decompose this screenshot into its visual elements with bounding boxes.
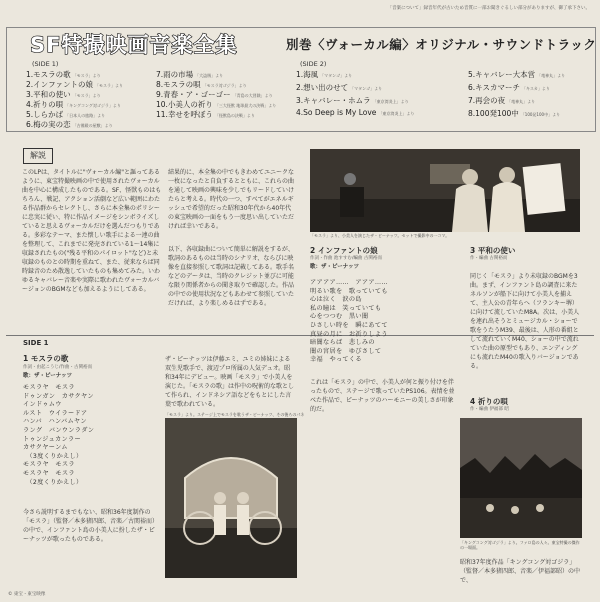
lyric-line: モスラヤ モスラ xyxy=(23,384,75,391)
track-item: 8.モスラの唄 「モスラ対ゴジラ」より xyxy=(156,80,247,89)
infant-lyrics xyxy=(310,279,460,365)
track-item: 10.小美人の祈り 「三大怪獣 地球最大の決戦」より xyxy=(156,100,277,109)
inori-credit: 作・編曲 伊福部 昭 xyxy=(470,407,509,412)
lyric-line: 心をつつむ 黒い闇 xyxy=(310,313,369,321)
lyric-line: 闇の宮居を ゆびさして xyxy=(310,347,382,355)
lyric-line: ドゥンガン カサクヤン xyxy=(23,392,94,400)
side1-section-heading: SIDE 1 xyxy=(23,339,49,347)
infant-singer: 歌：ザ・ピーナッツ xyxy=(310,264,360,270)
mothra-song-singer: 歌：ザ・ピーナッツ xyxy=(23,373,73,379)
photo-peanuts-studio xyxy=(310,149,580,232)
lyric-line: 真昼の月に お祈りしよう xyxy=(310,330,388,338)
inori-desc: 昭和37年度作品「キングコング対ゴジラ」（監督／本多猪四郎、音楽／伊福部昭）の中で、 xyxy=(460,559,581,584)
side2-tracklist-b xyxy=(468,69,594,121)
lyric-line: ひさしい時を 瞬にあてて xyxy=(310,321,388,329)
heiwa-desc: 同じく「モスラ」より未収録のBGMを3曲。まず、インファント島の調査に来たネルソンが船下に向けて小美人を捕えて、主人公の青年らへ（フランキー堺）に向けて流していたM8A。次は、小美人を連れ出そうとミュージカル・ショーで歌をうたうM39、最後は、人形の番組として流れていくM40、ショーの中で流れていた曲の原型でもあり、エンディングにも流れたM40の歌入りバージョンである。 xyxy=(470,273,580,370)
header-note: 「音楽について」録音年代が古いため音質に一部お聞きぐるしい部分がありますが、御了承下さい。 xyxy=(387,6,590,11)
track-item: 4.So Deep is My Love 「東京湾炎上」より xyxy=(296,108,415,117)
mothra-song-credit: 作詞・由起こうじ/作曲・古関裕而 xyxy=(23,365,93,370)
mothra-lyrics xyxy=(23,384,158,487)
album-title: SF特撮映画音楽全集 xyxy=(30,33,238,57)
track-item: 11.幸せを呼ぼう 「怪獣島の決戦」より xyxy=(156,110,255,119)
heiwa-title: 3 平和の使い xyxy=(470,246,516,255)
lyric-line: アアアア…… アアア…… xyxy=(310,279,388,286)
lyric-line: トゥンジュカンラー xyxy=(23,435,81,443)
track-item: 7.雨の市場 「大盗賊」より xyxy=(156,70,224,79)
intro-text-col2: 結果的に、本全集の中でもきわめてユニークな一枚になったと自負するとともに、これらの曲を通して映画の興味を少しでもリードしていけたらと考える。時代の一つ、すべてがエネルギッシュで希望的だった昭和30年代から40年代の東宝映画の一面をもう一度思い出していただければ幸いである。 xyxy=(168,169,295,230)
photo2-caption: 「モスラ」より。ステージ上でモスラを歌うザ・ピーナッツ、その後ろのパネル。 xyxy=(165,412,305,422)
infant-desc: これは「モスラ」の中で、小美人が何と振り付けを伴ったもので、ステージで歌っていたPS106。表情を並べた作品で、ピーナッツのハーモニーの美しさが印象的だ。 xyxy=(310,379,455,413)
intro-text-col1: このLPは、タイトルに"ヴォーカル編"と謳ってあるように、東宝特撮映画の中で使用されたヴォーカル曲を中心に構成したものである。SF、怪獣ものはもちろん、戦記、アクション活劇など広い範囲にわたる作品群からセレクトし、さらに本全集のポリシーに忠実に従い、特に作品イメージをシンボライズしていると思えるヴォーカルだけを選んだつもりである。多彩なテーマ、また懐しい歌手による一連の曲を整理して、これまでに発売されている1〜14集に収録されたもの("残る平和のパイロット"など)と未収録のものとの時期を重ねて、また、従来ならば同時録音のため散逸していたものも集めてみた。いわゆるキャバレー音楽や実際に歌われたヴォーカルバージョンのBGMなども加えるようにしてある。 xyxy=(22,169,162,293)
lyric-line: モスラヤ モスラ xyxy=(23,469,75,477)
photo-king-kong-island-image xyxy=(460,418,582,538)
track-item: 6.キスカマーチ 「キスカ」より xyxy=(468,83,550,92)
lyric-line: モスラヤ モスラ xyxy=(23,461,75,469)
side1-label: (SIDE 1) xyxy=(32,60,59,68)
photo-mothra-stage-image xyxy=(165,418,297,578)
mothra-song-title: 1 モスラの歌 xyxy=(23,354,69,363)
track-item: 9.青春・ア・ゴーゴー 「青島の大冒険」より xyxy=(156,90,273,99)
side1-tracklist-a xyxy=(26,69,156,129)
lyric-line: 明るい歌を 歌っていても xyxy=(310,287,388,295)
track-item: 2.想い出のせて 「マタンゴ」より xyxy=(296,83,383,92)
mothra-song-desc2: 今さら説明するまでもない、昭和36年度制作の「モスラ」（監督／本多猪四郎、音楽／古関裕而）の中で、インファント島の小美人に扮したザ・ピーナッツが歌ったものである。 xyxy=(23,509,159,543)
lyric-line: 私の瞳は 笑っていても xyxy=(310,304,382,312)
inori-title: 4 祈りの唄 xyxy=(470,397,508,406)
track-item: 1.海風 「マタンゴ」より xyxy=(296,70,353,79)
lyric-line: ルスト ウイラードア xyxy=(23,409,88,417)
photo3-caption: 「キングコング対ゴジラ」より。ファロ島の人々。東宝特撮の傑作の一場面。 xyxy=(460,540,580,550)
track-item: 2.インファントの娘 「モスラ」より xyxy=(26,80,124,89)
mothra-song-desc: ザ・ピーナッツは伊藤エミ、ユミの姉妹による双生児歌手で、渡辺プロ所属の人気デュオ。昭和34年にデビュー。映画「モスラ」で小美人を演じた。「モスラの歌」は作中の呪術的な歌として作られ、インドネシア語などをもとにした言葉で歌われている。 xyxy=(165,356,295,408)
heiwa-credit: 作・編曲 古関裕而 xyxy=(470,256,508,261)
lyric-line: ハンバ ハンバムヤン xyxy=(23,418,87,426)
footer-credit: © 東宝・東宝映像 xyxy=(8,592,46,597)
track-item: 3.平和の使い 「モスラ」より xyxy=(26,90,101,99)
track-item: 5.キャバレー大本営 「竜神丸」より xyxy=(468,70,566,79)
track-item: 6.梅の実の恋 「吉備殿の屋敷」より xyxy=(26,120,113,129)
lyric-line: 暗闇ならば 悲しみの xyxy=(310,339,375,347)
kaisetsu-label: 解説 xyxy=(23,148,53,164)
album-subtitle: 別巻〈ヴォーカル編〉オリジナル・サウンドトラック xyxy=(286,37,597,52)
lyric-line: （2度くりかえし） xyxy=(23,478,83,486)
photo-king-kong-island xyxy=(460,418,582,538)
infant-title: 2 インファントの娘 xyxy=(310,246,378,255)
track-item: 1.モスラの歌 「モスラ」より xyxy=(26,70,101,79)
track-item: 4.祈りの唄 「キングコング対ゴジラ」より xyxy=(26,100,121,109)
lyric-line: ラング バンウンラダン xyxy=(23,426,95,434)
track-item: 5.しらかば 「日本人の旅路」より xyxy=(26,110,106,119)
photo-mothra-stage xyxy=(165,418,297,578)
photo-peanuts-studio-image xyxy=(310,149,580,232)
photo1-caption: 「モスラ」より、小美人を演じたザ・ピーナッツ。セットで撮影中の一コマ。 xyxy=(310,233,450,238)
track-item: 3.キャバレー・ホムラ 「東京湾炎上」より xyxy=(296,96,409,105)
lyric-line: 幸福 やってくる xyxy=(310,356,362,364)
side1-tracklist-b xyxy=(156,69,286,119)
intro-text-col2b: 以下、各収録曲について簡単に解説をするが、歌詞のあるものは当時のシナリオ、ならびに映像を直接参照して歌詞は記載してある。歌手名などのデータは、当時のクレジット並びに可能な限り関係者からの聞き取りで確認した。作品の中での使用状況などもあわせて参照していただければ、より楽しめるはずである。 xyxy=(168,246,295,307)
lyric-line: カサクヤーンム xyxy=(23,444,68,452)
side2-label: (SIDE 2) xyxy=(300,60,327,68)
track-item: 8.100発100中 「100発100中」より xyxy=(468,109,561,118)
track-item: 7.再会の夜 「竜神丸」より xyxy=(468,96,536,105)
lyric-line: 心は泣く 涙の島 xyxy=(310,296,362,304)
lyric-line: （3度くりかえし） xyxy=(23,452,83,460)
infant-credit: 作詞・作曲 池すすむ/編曲 古関裕而 xyxy=(310,256,382,261)
side2-tracklist-a xyxy=(296,69,446,121)
lyric-line: インドゥムウ xyxy=(23,401,62,409)
